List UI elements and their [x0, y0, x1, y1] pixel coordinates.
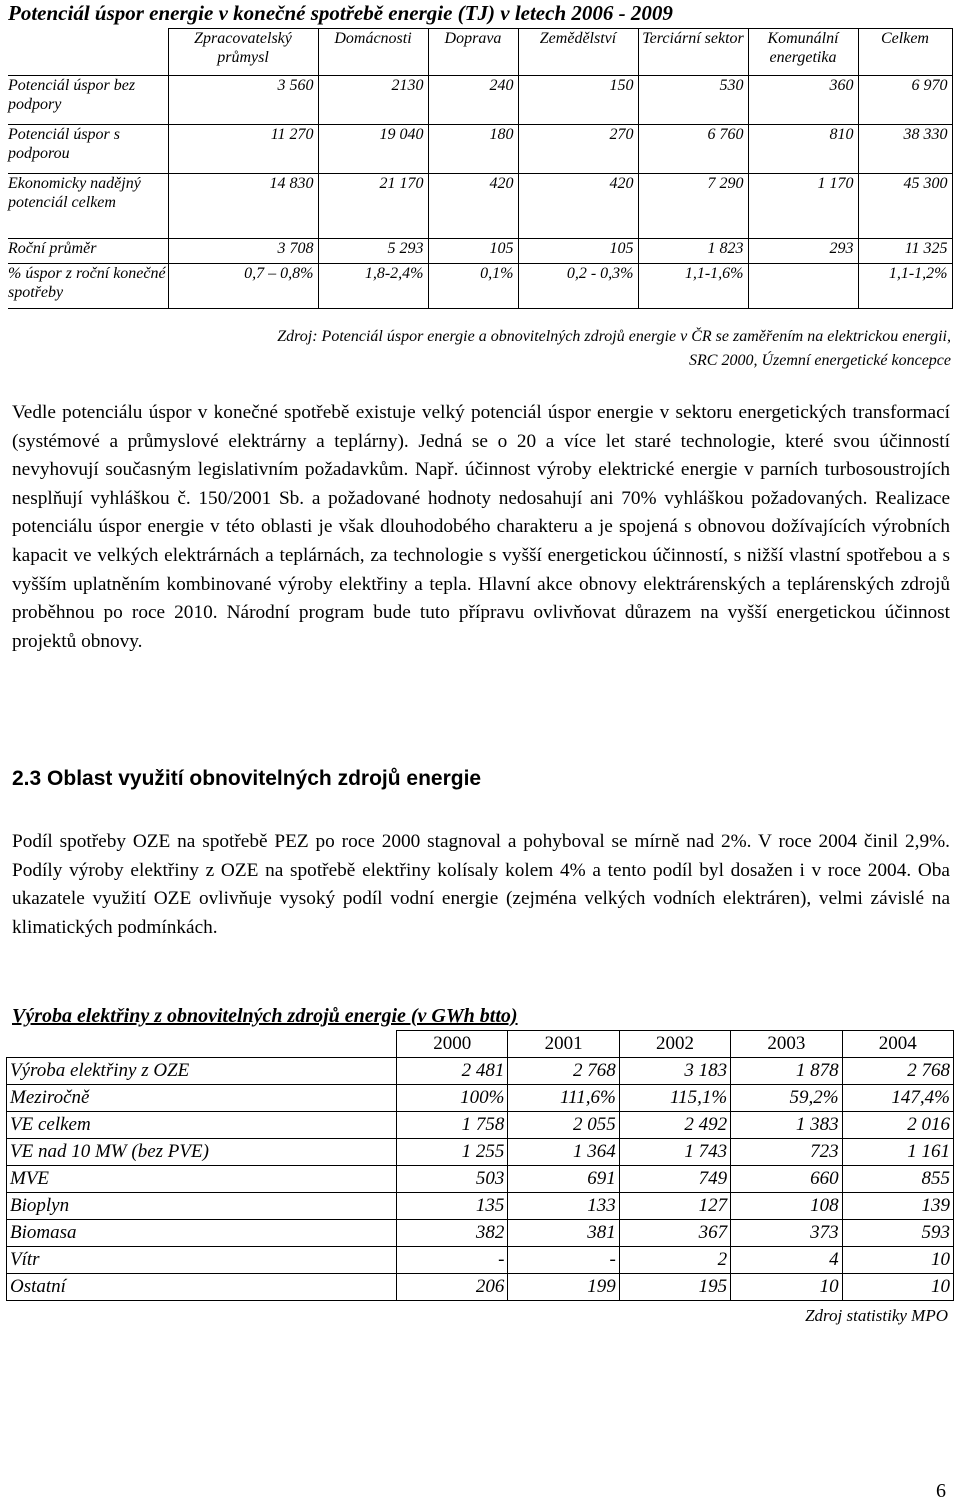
table-cell: 147,4%: [842, 1085, 953, 1112]
table-cell: 1 255: [397, 1139, 508, 1166]
table1-col-header: Zemědělství: [518, 29, 638, 76]
table-row: [7, 1085, 954, 1112]
table-cell: 691: [508, 1166, 619, 1193]
table-row: [7, 1139, 954, 1166]
table-cell: 1 878: [731, 1058, 842, 1085]
table-cell: 10: [731, 1274, 842, 1301]
table1-corner: [8, 29, 168, 76]
table2-title: Výroba elektřiny z obnovitelných zdrojů energie (v GWh btto): [12, 1005, 518, 1027]
table-cell: 1,8-2,4%: [318, 264, 428, 309]
row-label: VE nad 10 MW (bez PVE): [7, 1139, 397, 1166]
table-cell: 19 040: [318, 125, 428, 174]
table2-corner: [7, 1031, 397, 1058]
table-cell: 11 270: [168, 125, 318, 174]
table-cell: 7 290: [638, 174, 748, 239]
table1-title: Potenciál úspor energie v konečné spotřebě energie (TJ) v letech 2006 - 2009: [8, 1, 673, 25]
table-cell: 3 183: [619, 1058, 730, 1085]
page-number: 6: [936, 1480, 946, 1502]
table-row: [8, 264, 952, 309]
table-cell: 810: [748, 125, 858, 174]
table-cell: 199: [508, 1274, 619, 1301]
table2-source: Zdroj statistiky MPO: [805, 1306, 948, 1325]
table-cell: 3 560: [168, 76, 318, 125]
table-cell: 127: [619, 1193, 730, 1220]
table-cell: 420: [518, 174, 638, 239]
section-heading: 2.3 Oblast využití obnovitelných zdrojů energie: [12, 767, 482, 790]
table-cell: 360: [748, 76, 858, 125]
year-header: 2003: [731, 1031, 842, 1058]
table-cell: 1 364: [508, 1139, 619, 1166]
table2-header-row: [7, 1031, 954, 1058]
energy-savings-table: [8, 28, 953, 309]
table-cell: 1 161: [842, 1139, 953, 1166]
row-label: Výroba elektřiny z OZE: [7, 1058, 397, 1085]
table-cell: 420: [428, 174, 518, 239]
table-cell: 2 768: [842, 1058, 953, 1085]
table-cell: 367: [619, 1220, 730, 1247]
table-cell: 111,6%: [508, 1085, 619, 1112]
table-cell: 1,1-1,6%: [638, 264, 748, 309]
table-row: [7, 1166, 954, 1193]
table-cell: 293: [748, 239, 858, 264]
row-label: Meziročně: [7, 1085, 397, 1112]
table-cell: 180: [428, 125, 518, 174]
table1-col-header: Celkem: [858, 29, 952, 76]
row-label: Ekonomicky nadějný potenciál celkem: [8, 174, 168, 239]
paragraph-oze-share: Podíl spotřeby OZE na spotřebě PEZ po roce 2000 stagnoval a pohyboval se mírně nad 2%. V roce 2004 činil 2,9%. Podíly výroby elektřiny z OZE na spotřebě elektřiny kolísaly kolem 4% a tento podíl byl dosažen i v roce 2004. Oba ukazatele využití OZE ovlivňuje vysoký podíl vodní energie (zejména velkých vodních elektráren), velmi závislé na klimatických podmínkách.: [12, 831, 950, 938]
table1-col-header: Terciární sektor: [638, 29, 748, 76]
table-cell: 503: [397, 1166, 508, 1193]
table-row: [8, 239, 952, 264]
table-cell: 1 743: [619, 1139, 730, 1166]
table-cell: 3 708: [168, 239, 318, 264]
table-cell: 105: [428, 239, 518, 264]
table-cell: -: [397, 1247, 508, 1274]
table-cell: 2 492: [619, 1112, 730, 1139]
table-cell: 240: [428, 76, 518, 125]
table-cell: 270: [518, 125, 638, 174]
table-cell: 1 758: [397, 1112, 508, 1139]
table-row: [7, 1112, 954, 1139]
table-cell: 0,2 - 0,3%: [518, 264, 638, 309]
year-header: 2002: [619, 1031, 730, 1058]
year-header: 2004: [842, 1031, 953, 1058]
table-cell: 530: [638, 76, 748, 125]
table-cell: 1 823: [638, 239, 748, 264]
table-cell: [748, 264, 858, 309]
table-cell: 723: [731, 1139, 842, 1166]
table-cell: 105: [518, 239, 638, 264]
table-cell: 195: [619, 1274, 730, 1301]
table-row: [8, 76, 952, 125]
row-label: Potenciál úspor bez podpory: [8, 76, 168, 125]
table-cell: 0,1%: [428, 264, 518, 309]
table-cell: 381: [508, 1220, 619, 1247]
table-row: [7, 1220, 954, 1247]
table-row: [7, 1058, 954, 1085]
table1-col-header: Zpracovatelský průmysl: [168, 29, 318, 76]
year-header: 2000: [397, 1031, 508, 1058]
row-label: VE celkem: [7, 1112, 397, 1139]
row-label: Vítr: [7, 1247, 397, 1274]
table-cell: -: [508, 1247, 619, 1274]
table-cell: 6 760: [638, 125, 748, 174]
table-row: [8, 125, 952, 174]
table-cell: 11 325: [858, 239, 952, 264]
table-cell: 2130: [318, 76, 428, 125]
table1-header-row: [8, 29, 952, 76]
row-label: Potenciál úspor s podporou: [8, 125, 168, 174]
row-label: MVE: [7, 1166, 397, 1193]
table1-col-header: Komunální energetika: [748, 29, 858, 76]
table-cell: 4: [731, 1247, 842, 1274]
table-cell: 10: [842, 1274, 953, 1301]
table-cell: 749: [619, 1166, 730, 1193]
row-label: % úspor z roční konečné spotřeby: [8, 264, 168, 309]
table-cell: 2 481: [397, 1058, 508, 1085]
table-cell: 206: [397, 1274, 508, 1301]
table-cell: 593: [842, 1220, 953, 1247]
table-row: [7, 1274, 954, 1301]
row-label: Bioplyn: [7, 1193, 397, 1220]
table-cell: 1 170: [748, 174, 858, 239]
table-cell: 5 293: [318, 239, 428, 264]
table-cell: 100%: [397, 1085, 508, 1112]
table-cell: 2 055: [508, 1112, 619, 1139]
row-label: Ostatní: [7, 1274, 397, 1301]
table-cell: 382: [397, 1220, 508, 1247]
table-cell: 1,1-1,2%: [858, 264, 952, 309]
table1-col-header: Doprava: [428, 29, 518, 76]
table-cell: 150: [518, 76, 638, 125]
table-cell: 45 300: [858, 174, 952, 239]
table-cell: 2: [619, 1247, 730, 1274]
table-cell: 2 768: [508, 1058, 619, 1085]
table-cell: 2 016: [842, 1112, 953, 1139]
row-label: Biomasa: [7, 1220, 397, 1247]
table-cell: 0,7 – 0,8%: [168, 264, 318, 309]
table-cell: 108: [731, 1193, 842, 1220]
table1-col-header: Domácnosti: [318, 29, 428, 76]
table-row: [7, 1247, 954, 1274]
row-label: Roční průměr: [8, 239, 168, 264]
table-cell: 59,2%: [731, 1085, 842, 1112]
table-row: [7, 1193, 954, 1220]
table-row: [8, 174, 952, 239]
table-cell: 139: [842, 1193, 953, 1220]
table-cell: 133: [508, 1193, 619, 1220]
table-cell: 10: [842, 1247, 953, 1274]
table-cell: 115,1%: [619, 1085, 730, 1112]
table-cell: 135: [397, 1193, 508, 1220]
table-cell: 373: [731, 1220, 842, 1247]
table-cell: 855: [842, 1166, 953, 1193]
paragraph-energy-transformations: Vedle potenciálu úspor v konečné spotřebě existuje velký potenciál úspor energie v sektoru energetických transformací (systémové a průmyslové elektrárny a teplárny). Jedná se o 20 a více let staré technologie, které svou účinností nevyhovují současným legislativním požadavkům. Např. účinnost výroby elektrické energie v parních turbosoustrojích nesplňují vyhláškou č. 150/2001 Sb. a požadované hodnoty nedosahují ani 70% vyhláškou požadovaných. Realizace potenciálu úspor energie v této oblasti je však dlouhodobého charakteru a je spojená s obnovou dožívajících výrobních kapacit ve velkých elektrárnách a teplárnách, za technologie s vyšší energetickou účinností, s nižší vlastní spotřebou a s vyšším uplatněním kombinované výroby elektřiny a tepla. Hlavní akce obnovy elektrárenských a teplárenských zdrojů proběhnou po roce 2010. Národní program bude tuto přípravu ovlivňovat důrazem na vyšší energetickou účinnost projektů obnovy.: [12, 402, 950, 652]
renewable-electricity-table: [6, 1030, 954, 1301]
table-cell: 14 830: [168, 174, 318, 239]
table-cell: 1 383: [731, 1112, 842, 1139]
table-cell: 6 970: [858, 76, 952, 125]
year-header: 2001: [508, 1031, 619, 1058]
table-cell: 21 170: [318, 174, 428, 239]
table-cell: 38 330: [858, 125, 952, 174]
table1-source: Zdroj: Potenciál úspor energie a obnovitelných zdrojů energie v ČR se zaměřením na elektrickou energii, SRC 2000, Územní energetické koncepce: [277, 328, 951, 369]
table-cell: 660: [731, 1166, 842, 1193]
